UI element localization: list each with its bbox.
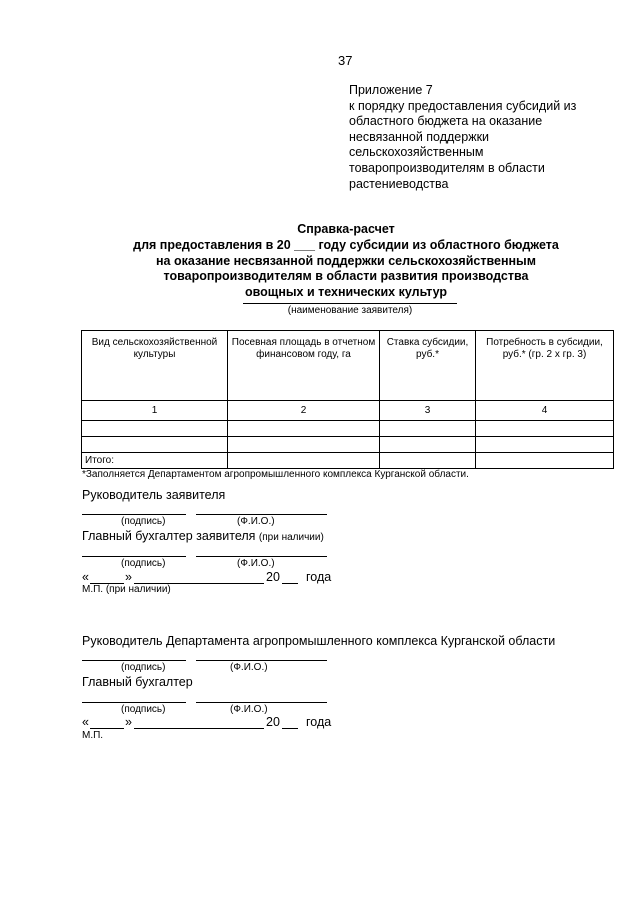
applicant-name-caption: (наименование заявителя) [287,305,413,316]
accountant-label-text: Главный бухгалтер заявителя [82,529,256,543]
date-year-suffix: года [306,715,332,729]
signature-line[interactable] [82,660,186,661]
page-number: 37 [338,53,353,68]
table-cell[interactable] [380,437,476,453]
column-number: 3 [380,401,476,421]
name-line[interactable] [196,702,327,703]
header-sown-area: Посевная площадь в отчетном финансовом году, га [228,331,380,401]
signature-caption: (подпись) [121,516,166,527]
department-accountant-label: Главный бухгалтер [82,675,193,689]
accountant-label [82,529,324,543]
appendix-line: Приложение 7 [349,83,433,97]
appendix-line: сельскохозяйственным [349,145,484,160]
date-year-suffix: года [306,570,332,584]
table-cell[interactable] [380,421,476,437]
signature-line[interactable] [82,514,186,515]
appendix-line: растениеводства [349,176,449,191]
name-caption: (Ф.И.О.) [237,558,275,569]
signature-line[interactable] [82,556,186,557]
seal-note: М.П. [82,730,104,741]
table-cell[interactable] [476,437,614,453]
applicant-name-line[interactable] [243,303,457,304]
table-cell[interactable] [82,421,228,437]
table-cell[interactable] [82,437,228,453]
table-row [82,437,614,453]
date-close-quote: » [125,715,132,729]
appendix-note [349,83,619,192]
department-head-label: Руководитель Департамента агропромышленного комплекса Курганской области [82,634,556,648]
table-cell[interactable] [476,421,614,437]
table-cell[interactable] [476,453,614,469]
signature-caption: (подпись) [121,704,166,715]
header-crop-type: Вид сельскохозяйственной культуры [82,331,228,401]
date-year-prefix: 20 [266,715,280,729]
date-year-line[interactable] [282,728,298,729]
column-number: 1 [82,401,228,421]
title-line: на оказание несвязанной поддержки сельскохозяйственным [156,253,536,268]
title-line: Справка-расчет [297,222,395,236]
title-line: для предоставления в 20 ___ году субсидии из областного бюджета [133,237,559,252]
header-subsidy-rate: Ставка субсидии, руб.* [380,331,476,401]
appendix-line: товаропроизводителям в области [349,160,545,175]
date-month-line[interactable] [134,728,264,729]
header-subsidy-need: Потребность в субсидии, руб.* (гр. 2 х гр. 3) [476,331,614,401]
column-number: 4 [476,401,614,421]
name-line[interactable] [196,556,327,557]
name-line[interactable] [196,660,327,661]
appendix-line: к порядку предоставления субсидий из [349,98,577,113]
date-day-line[interactable] [90,728,124,729]
table-row [82,421,614,437]
calculation-table [81,330,614,469]
column-number-row [82,401,614,421]
seal-note: М.П. (при наличии) [82,584,171,595]
total-label: Итого: [82,453,228,469]
name-caption: (Ф.И.О.) [230,662,268,673]
table-cell[interactable] [228,453,380,469]
date-year-prefix: 20 [266,570,280,584]
table-cell[interactable] [380,453,476,469]
table-cell[interactable] [228,437,380,453]
appendix-line: несвязанной поддержки [349,129,490,144]
column-number: 2 [228,401,380,421]
date-year-line[interactable] [282,583,298,584]
signature-caption: (подпись) [121,662,166,673]
title-line: овощных и технических культур [244,285,448,300]
total-row [82,453,614,469]
name-caption: (Ф.И.О.) [230,704,268,715]
appendix-line: областного бюджета на оказание [349,114,543,129]
date-open-quote: « [82,570,89,584]
title-line: товаропроизводителям в области развития производства [163,269,529,284]
footnote: *Заполняется Департаментом агропромышленного комплекса Курганской области. [82,469,469,480]
accountant-note: (при наличии) [258,532,324,543]
table-header-row [82,331,614,401]
name-caption: (Ф.И.О.) [237,516,275,527]
date-close-quote: » [125,570,132,584]
signature-line[interactable] [82,702,186,703]
date-open-quote: « [82,715,89,729]
table-cell[interactable] [228,421,380,437]
signature-caption: (подпись) [121,558,166,569]
applicant-head-label: Руководитель заявителя [82,488,226,502]
document-title [80,222,612,301]
name-line[interactable] [196,514,327,515]
